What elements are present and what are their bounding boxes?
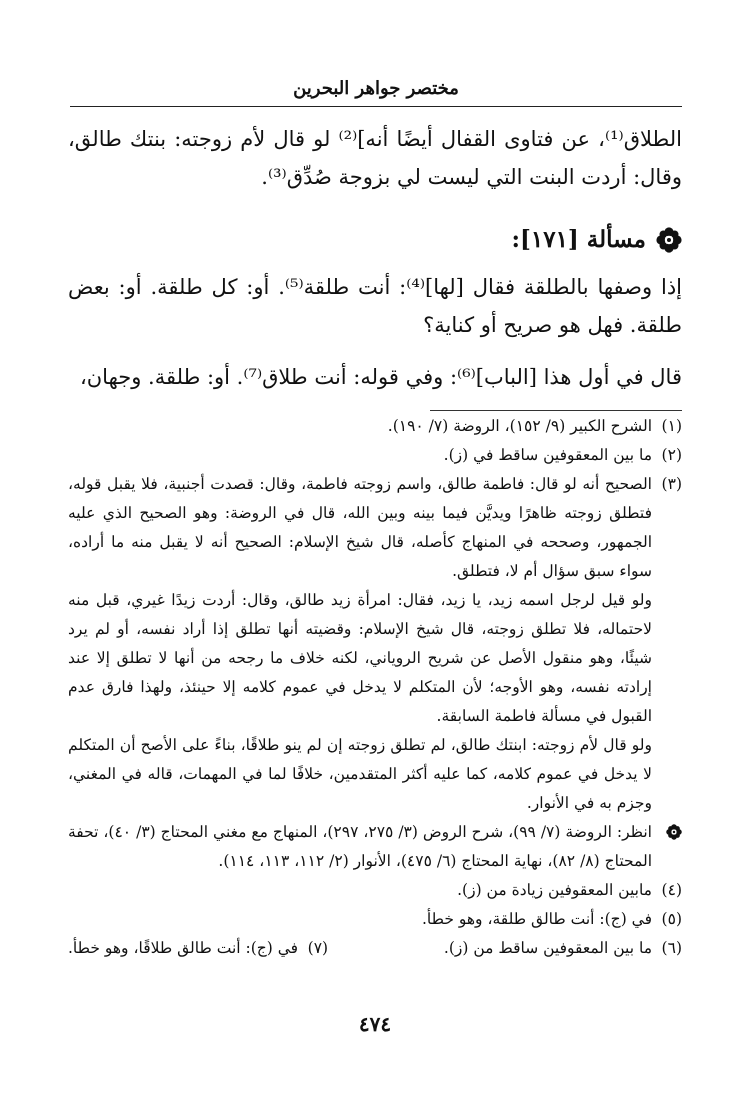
footnote-rule — [430, 410, 682, 411]
flower-icon — [656, 227, 682, 253]
footnote-number: (٣) — [661, 475, 682, 493]
footnote-3-continued — [68, 586, 682, 731]
footnote-5 — [68, 905, 682, 934]
footnotes — [68, 412, 682, 963]
footnote-number: (٥) — [661, 910, 682, 928]
paragraph-2: إذا وصفها بالطلقة فقال [لها]⁽⁴⁾: أنت طلقة⁽⁵⁾. أو: كل طلقة. أو: بعض طلقة. فهل هو صريح أو كناية؟ — [68, 275, 683, 337]
page-number: ٤٧٤ — [358, 1012, 392, 1036]
paragraph-3: قال في أول هذا [الباب]⁽⁶⁾: وفي قوله: أنت طلاق⁽⁷⁾. أو: طلقة. وجهان، — [79, 365, 682, 389]
footnote-text: ما بين المعقوفين ساقط في (ز). — [443, 446, 652, 464]
footnote-7 — [68, 934, 328, 963]
footnote-text: الشرح الكبير (٩/ ١٥٢)، الروضة (٧/ ١٩٠). — [387, 417, 652, 435]
footnote-6 — [444, 934, 682, 963]
footnote-text: ولو قيل لرجل اسمه زيد، يا زيد، فقال: امرأة زيد طالق، وقال: أردت زيدًا غيري، قبل منه لاحتماله، فلا تطلق زوجته، قال شيخ الإسلام: وقضيته أنها تطلق إذا أراد نفسه، أو لم يرد شيئًا، وهو منقول الأصل عن شريح الروياني، لكنه خلاف ما رجحه من أنها لا تطلق إلا عند إرادته نفسه، وهو الأوجه؛ لأن المتكلم لا يدخل في عموم كلامه إلا حينئذ، ولهذا فارق عدم القبول في مسألة فاطمة السابقة. — [68, 591, 652, 725]
footnote-text: انظر: الروضة (٧/ ٩٩)، شرح الروض (٣/ ٢٧٥، ٢٩٧)، المنهاج مع مغني المحتاج (٣/ ٤٠)، تحفة المحتاج (٨/ ٨٢)، نهاية المحتاج (٦/ ٤٧٥)، الأنوار (٢/ ١١٢، ١١٣، ١١٤). — [68, 823, 652, 870]
issue-heading: مسألة [١٧١]: — [511, 226, 646, 253]
footnote-number: (٧) — [307, 939, 329, 957]
footnote-3-continued — [68, 731, 682, 818]
footnotes-6-7 — [68, 934, 682, 963]
footnote-text: مابين المعقوفين زيادة من (ز). — [457, 881, 652, 899]
flower-icon — [666, 824, 682, 840]
footnote-3-references — [68, 818, 682, 876]
footnote-text: الصحيح أنه لو قال: فاطمة طالق، واسم زوجته فاطمة، وقال: قصدت أجنبية، فلا يقبل قوله، فتطلق زوجته ظاهرًا ويديَّن فيما بينه وبين الله، قال في الروضة: وهو الصحيح الذي عليه الجمهور، وصححه في المنهاج كأصله، قال شيخ الإسلام: الصحيح أنه لا يقبل منه ما أراده، سواء سبق سؤال أم لا، فتطلق. — [68, 475, 652, 580]
footnote-number: (٢) — [661, 446, 682, 464]
footnote-text: ولو قال لأم زوجته: ابنتك طالق، لم تطلق زوجته إن لم ينو طلاقًا، بناءً على الأصح أن المتكلم لا يدخل في عموم كلامه، كما عليه أكثر المتقدمين، خلافًا لما في المهمات، قاله في المغني، وجزم به في الأنوار. — [68, 736, 652, 812]
footnote-number: (٦) — [661, 939, 682, 957]
footnote-text: في (ج): أنت طالق طلاقًا، وهو خطأ. — [68, 939, 299, 957]
footnote-1 — [68, 412, 682, 441]
footnote-number: (١) — [661, 417, 682, 435]
footnote-3 — [68, 470, 682, 586]
issue-heading-block — [380, 226, 682, 253]
header-rule — [70, 106, 682, 107]
footnote-4 — [68, 876, 682, 905]
footnote-2 — [68, 441, 682, 470]
footnote-text: ما بين المعقوفين ساقط من (ز). — [443, 939, 652, 957]
footnote-number: (٤) — [661, 881, 682, 899]
footnote-text: في (ج): أنت طالق طلقة، وهو خطأ. — [422, 910, 652, 928]
running-header: مختصر جواهر البحرين — [293, 78, 459, 99]
paragraph-1: الطلاق⁽¹⁾، عن فتاوى القفال أيضًا أنه]⁽²⁾ لو قال لأم زوجته: بنتك طالق، وقال: أردت البنت التي ليست لي بزوجة صُدِّق⁽³⁾. — [68, 127, 682, 189]
